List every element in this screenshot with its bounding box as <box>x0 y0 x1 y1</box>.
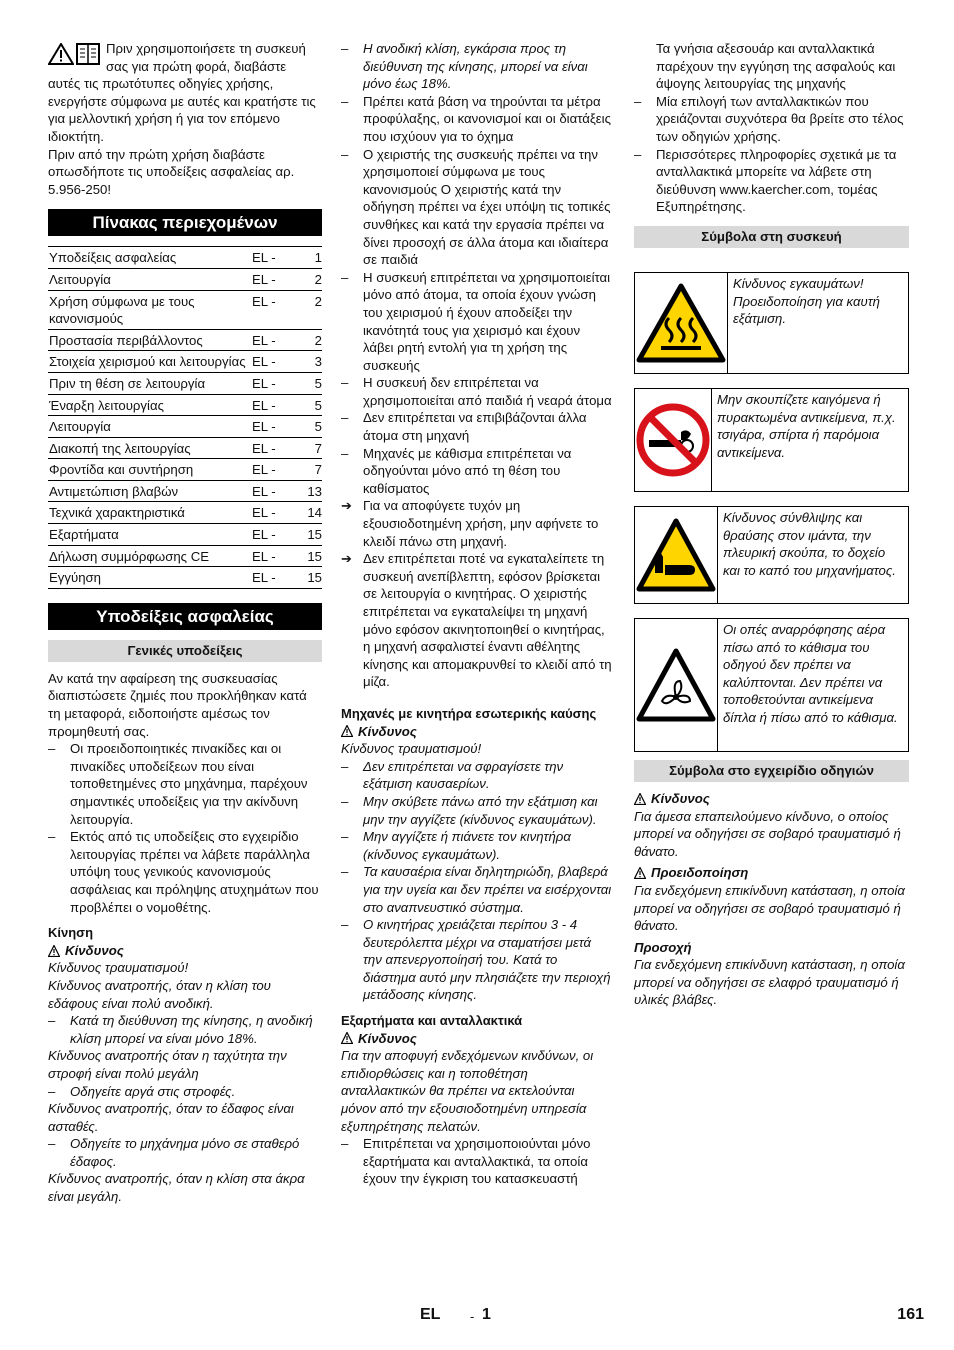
toc-title: Προστασία περιβάλλοντος <box>48 329 252 351</box>
toc-row[interactable] <box>48 502 322 524</box>
toc-lang: EL - <box>252 524 296 546</box>
motion-risk: Κίνδυνος ανατροπής όταν η ταχύτητα την στροφή είναι πολύ μεγάλη <box>48 1048 287 1081</box>
toc-lang: EL - <box>252 480 296 502</box>
toc-page: 15 <box>296 524 322 546</box>
no-sweeping-burning-objects-icon <box>635 402 711 478</box>
column-2 <box>341 40 613 1188</box>
toc-page: 15 <box>296 567 322 589</box>
toc-row[interactable] <box>48 290 322 329</box>
list-item: – Η ανοδική κλίση, εγκάρσια προς τη διεύθυνση της κίνησης, μπορεί να είναι μόνο έως 18%. <box>341 41 588 92</box>
list-item: – Οδηγείτε το μηχάνημα μόνο σε σταθερό έδαφος. <box>48 1136 300 1169</box>
toc-lang: EL - <box>252 567 296 589</box>
safety-heading: Υποδείξεις ασφαλείας <box>48 603 322 630</box>
list-item: – Επιτρέπεται να χρησιμοποιούνται μόνο εξαρτήματα και ανταλλακτικά, τα οποία έχουν την έγκριση του κατασκευαστή <box>341 1136 591 1187</box>
toc-page: 5 <box>296 372 322 394</box>
toc-row[interactable] <box>48 437 322 459</box>
toc-lang: EL - <box>252 268 296 290</box>
toc-page: 7 <box>296 459 322 481</box>
warning-triangle-icon <box>634 793 646 805</box>
toc-lang: EL - <box>252 290 296 329</box>
list-item: – Τα καυσαέρια είναι δηλητηριώδη, βλαβερά για την υγεία και δεν πρέπει να εισέρχονται στο αναπνευστικό σύστημα. <box>341 864 612 915</box>
toc-page: 13 <box>296 480 322 502</box>
toc-row[interactable] <box>48 416 322 438</box>
list-item: – Εκτός από τις υποδείξεις στο εγχειρίδιο λειτουργίας πρέπει να λάβετε παράλληλα υπόψη τους γενικούς κανονισμούς ασφάλειας και πρόληψης ατυχημάτων που προβλέπει ο νομοθέτης. <box>48 829 319 915</box>
toc-title: Διακοπή της λειτουργίας <box>48 437 252 459</box>
toc-lang: EL - <box>252 416 296 438</box>
toc-page: 5 <box>296 416 322 438</box>
danger-label: Κίνδυνος <box>48 942 322 960</box>
symbol-text: Μην σκουπίζετε καιγόμενα ή πυρακτωμένα αντικείμενα, π.χ. τσιγάρα, σπίρτα ή παρόμοια αντικείμενα. <box>717 391 896 460</box>
engine-heading: Μηχανές με κινητήρα εσωτερικής καύσης <box>341 705 597 721</box>
toc-lang: EL - <box>252 329 296 351</box>
toc-row[interactable] <box>48 351 322 373</box>
symbol-box-no-burning <box>634 388 909 492</box>
toc-title: Λειτουργία <box>48 416 252 438</box>
toc-page: 2 <box>296 268 322 290</box>
motion-risk: Κίνδυνος ανατροπής, όταν η κλίση του εδάφους είναι πολύ ανοδική. <box>48 977 271 1011</box>
general-text: Αν κατά την αφαίρεση της συσκευασίας διαπιστώσετε ζημιές που προκλήθηκαν κατά τη μεταφορά, ειδοποιήστε αμέσως τον προμηθευτή σας. <box>48 670 307 739</box>
caution-label: Προσοχή <box>634 939 692 955</box>
danger-label: Κίνδυνος <box>634 790 909 808</box>
warning-text: Για ενδεχόμενη επικίνδυνη κατάσταση, η οποία μπορεί να οδηγήσει σε σοβαρό τραυματισμό ή θάνατο. <box>634 882 905 934</box>
toc-row[interactable] <box>48 524 322 546</box>
danger-label: Κίνδυνος <box>341 723 613 741</box>
parts-heading: Εξαρτήματα και ανταλλακτικά <box>341 1013 523 1029</box>
toc-page: 14 <box>296 502 322 524</box>
footer-section-page: 1 <box>482 1306 491 1323</box>
general-heading: Γενικές υποδείξεις <box>48 640 322 662</box>
parts-text: Για την αποφυγή ενδεχόμενων κινδύνων, οι επιδιορθώσεις και η τοποθέτηση ανταλλακτικών θα πρέπει να εκτελούνται μόνον από την εξουσιοδοτημένη υπηρεσία εξυπηρέτησης πελατών. <box>341 1048 594 1134</box>
list-item: – Οι προειδοποιητικές πινακίδες και οι πινακίδες υποδείξεων που είναι τοποθετημένες στο μηχάνημα, παρέχουν σημαντικές υποδείξεις για την ακίνδυνη λειτουργία. <box>48 741 308 827</box>
symbols-device-heading: Σύμβολα στη συσκευή <box>634 226 909 248</box>
toc-title: Στοιχεία χειρισμού και λειτουργίας <box>48 351 252 373</box>
toc-title: Αντιμετώπιση βλαβών <box>48 480 252 502</box>
column-1 <box>48 40 322 1206</box>
warning-triangle-icon <box>48 945 60 957</box>
toc-title: Έναρξη λειτουργίας <box>48 394 252 416</box>
symbol-text: Κίνδυνος σύνθλιψης και θραύσης στον ιμάντα, την πλευρική σκούπα, το δοχείο και το καπό του μηχανήματος. <box>723 509 896 578</box>
read-manual-icon <box>76 43 100 65</box>
toc-lang: EL - <box>252 372 296 394</box>
toc-title: Εγγύηση <box>48 567 252 589</box>
toc-page: 7 <box>296 437 322 459</box>
toc-lang: EL - <box>252 545 296 567</box>
toc-row[interactable] <box>48 545 322 567</box>
arrow-item: ➔ Για να αποφύγετε τυχόν μη εξουσιοδοτημένη χρήση, μην αφήνετε το κλειδί πάνω στη μηχανή. <box>341 498 599 549</box>
toc-page: 15 <box>296 545 322 567</box>
list-item: – Ο κινητήρας χρειάζεται περίπου 3 - 4 δευτερόλεπτα μέχρι να σταματήσει μετά την απενεργοποίησή του. Κατά το διάστημα αυτό μην πλησιάζετε την περιοχή μετάδοσης κίνησης. <box>341 917 611 1003</box>
footer-language: EL <box>420 1306 441 1323</box>
toc-lang: EL - <box>252 394 296 416</box>
toc-lang: EL - <box>252 437 296 459</box>
caution-text: Για ενδεχόμενη επικίνδυνη κατάσταση, η οποία μπορεί να οδηγήσει σε ελαφρό τραυματισμό ή υλικές βλάβες. <box>634 957 905 1008</box>
toc-lang: EL - <box>252 502 296 524</box>
warning-triangle-icon <box>48 43 74 65</box>
toc-lang: EL - <box>252 247 296 269</box>
toc-row[interactable] <box>48 480 322 502</box>
arrow-icon: ➔ <box>341 551 353 567</box>
symbol-box-fan <box>634 618 909 752</box>
engine-injury: Κίνδυνος τραυματισμού! <box>341 741 482 757</box>
hot-surface-icon <box>635 282 727 364</box>
toc-row[interactable] <box>48 394 322 416</box>
motion-heading: Κίνηση <box>48 925 94 941</box>
warning-triangle-icon <box>634 867 646 879</box>
list-item: – Περισσότερες πληροφορίες σχετικά με τα ανταλλακτικά μπορείτε να λάβετε στη διεύθυνση www.kaercher.com, τομέας Εξυπηρέτησης. <box>634 146 897 215</box>
toc-page: 3 <box>296 351 322 373</box>
toc-title: Εξαρτήματα <box>48 524 252 546</box>
toc-page: 5 <box>296 394 322 416</box>
symbols-manual-heading: Σύμβολα στο εγχειρίδιο οδηγιών <box>634 760 909 782</box>
motion-risk: Κίνδυνος ανατροπής, όταν η κλίση στα άκρα είναι μεγάλη. <box>48 1171 305 1205</box>
warning-label: Προειδοποίηση <box>634 864 909 882</box>
list-item: – Δεν επιτρέπεται να επιβιβάζονται άλλα άτομα στη μηχανή <box>341 410 587 444</box>
danger-label: Κίνδυνος <box>341 1030 613 1048</box>
toc-row[interactable] <box>48 268 322 290</box>
list-item: – Η συσκευή δεν επιτρέπεται να χρησιμοποιείται από παιδιά ή νεαρά άτομα <box>341 375 612 408</box>
toc-title: Πριν τη θέση σε λειτουργία <box>48 372 252 394</box>
toc-title: Φροντίδα και συντήρηση <box>48 459 252 481</box>
symbol-box-crush <box>634 506 909 604</box>
toc-title: Χρήση σύμφωνα με τους κανονισμούς <box>48 290 252 329</box>
crush-hazard-icon <box>635 517 717 593</box>
toc-page: 2 <box>296 290 322 329</box>
intro-icons <box>48 43 100 65</box>
toc-title: Λειτουργία <box>48 268 252 290</box>
toc-lang: EL - <box>252 351 296 373</box>
toc-heading: Πίνακας περιεχομένων <box>48 209 322 236</box>
footer-dash: - <box>470 1309 475 1324</box>
toc-row[interactable] <box>48 247 322 269</box>
list-item: – Δεν επιτρέπεται να σφραγίσετε την εξάτμιση καυσαερίων. <box>341 758 564 792</box>
intro-text-2: Πριν από την πρώτη χρήση διαβάστε οπωσδήποτε τις υποδείξεις ασφαλείας αρ. 5.956-250! <box>48 146 295 197</box>
toc-table <box>48 246 322 589</box>
motion-risk: Κίνδυνος ανατροπής, όταν το έδαφος είναι ασταθές. <box>48 1101 294 1134</box>
symbol-text: Κίνδυνος εγκαυμάτων! Προειδοποίηση για καυτή εξάτμιση. <box>733 275 880 327</box>
symbol-text: Οι οπές αναρρόφησης αέρα πίσω από το κάθισμα του οδηγού δεν πρέπει να καλύπτονται. Δεν πρέπει να τοποθετούνται αντικείμενα δίπλα ή πίσω από το κάθισμα. <box>723 621 898 725</box>
list-item: – Ο χειριστής της συσκευής πρέπει να την χρησιμοποιεί σύμφωνα με τους κανονισμούς Ο χειριστής κατά την οδήγηση πρέπει να έχει υπόψη τις τοπικές συνθήκες και κατά την εργασία πρέπει να δίνει προσοχή σε άλλα άτομα και ιδιαίτερα σε παιδιά <box>341 146 611 268</box>
toc-title: Δήλωση συμμόρφωσης CE <box>48 545 252 567</box>
intro-text: Πριν χρησιμοποιήσετε τη συσκευή σας για πρώτη φορά, διαβάστε αυτές τις πρωτότυπες οδηγίες χρήσης, ενεργήστε σύμφωνα με αυτές και κρατήστε τις για μελλοντική χρήση ή για τον επόμενο ιδιοκτήτη. <box>48 41 316 144</box>
toc-lang: EL - <box>252 459 296 481</box>
warning-triangle-icon <box>341 725 353 737</box>
fan-air-intake-icon <box>635 647 717 723</box>
list-item: – Η συσκευή επιτρέπεται να χρησιμοποιείται μόνο από άτομα, τα οποία έχουν γνώση του χειρισμού ή έχουν αποδείξει την ικανότητά τους για χειρισμό και έχουν λάβει ρητή εντολή για τη χρήση της συσκευής <box>341 269 611 373</box>
list-item: – Μην αγγίζετε ή πιάνετε τον κινητήρα (κίνδυνος εγκαυμάτων). <box>341 829 571 862</box>
toc-row[interactable] <box>48 459 322 481</box>
arrow-item: ➔ Δεν επιτρέπεται ποτέ να εγκαταλείπετε τη συσκευή ανεπίβλεπτη, εφόσον βρίσκεται σε λειτουργία ο κινητήρας. Ο χειριστής επιτρέπεται να εγκαταλείψει τη μηχανή μόνο εφόσον ακινητοποιηθεί ο κινητήρας, η μηχανή ασφαλιστεί έναντι αθέλητης κίνησης και απομακρυνθεί το κλειδί από τη μίζα. <box>341 551 612 690</box>
column-3 <box>634 40 909 1009</box>
intro <box>48 40 322 198</box>
list-item: – Μία επιλογή των ανταλλακτικών που χρειάζονται συχνότερα θα βρείτε στο τέλος των οδηγιών χρήσης. <box>634 93 904 144</box>
list-item: – Κατά τη διεύθυνση της κίνησης, η ανοδική κλίση μπορεί να είναι μόνο 18%. <box>48 1013 313 1046</box>
toc-title: Τεχνικά χαρακτηριστικά <box>48 502 252 524</box>
motion-injury: Κίνδυνος τραυματισμού! <box>48 960 189 976</box>
list-item: – Πρέπει κατά βάση να τηρούνται τα μέτρα προφύλαξης, οι κανονισμοί και οι διατάξεις που ισχύουν για το όχημα <box>341 93 611 144</box>
toc-page: 2 <box>296 329 322 351</box>
symbol-box-hot <box>634 272 909 374</box>
toc-row[interactable] <box>48 329 322 351</box>
warning-triangle-icon <box>341 1032 353 1044</box>
toc-title: Υποδείξεις ασφαλείας <box>48 247 252 269</box>
list-item: – Μηχανές με κάθισμα επιτρέπεται να οδηγούνται μόνο από τη θέση του καθίσματος <box>341 445 572 496</box>
parts-continued: Τα γνήσια αξεσουάρ και ανταλλακτικά παρέχουν την εγγύηση της ασφαλούς και άψογης λειτουργίας της μηχανής <box>656 41 896 92</box>
list-item: – Μην σκύβετε πάνω από την εξάτμιση και μην την αγγίζετε (κίνδυνος εγκαυμάτων). <box>341 793 598 827</box>
list-item: – Οδηγείτε αργά στις στροφές. <box>48 1083 236 1099</box>
toc-row[interactable] <box>48 567 322 589</box>
toc-row[interactable] <box>48 372 322 394</box>
arrow-icon: ➔ <box>341 498 353 514</box>
toc-page: 1 <box>296 247 322 269</box>
footer-page-number: 161 <box>897 1306 924 1323</box>
danger-text: Για άμεσα επαπειλούμενο κίνδυνο, ο οποίος μπορεί να οδηγήσει σε σοβαρό τραυματισμό ή θάνατο. <box>634 808 901 859</box>
